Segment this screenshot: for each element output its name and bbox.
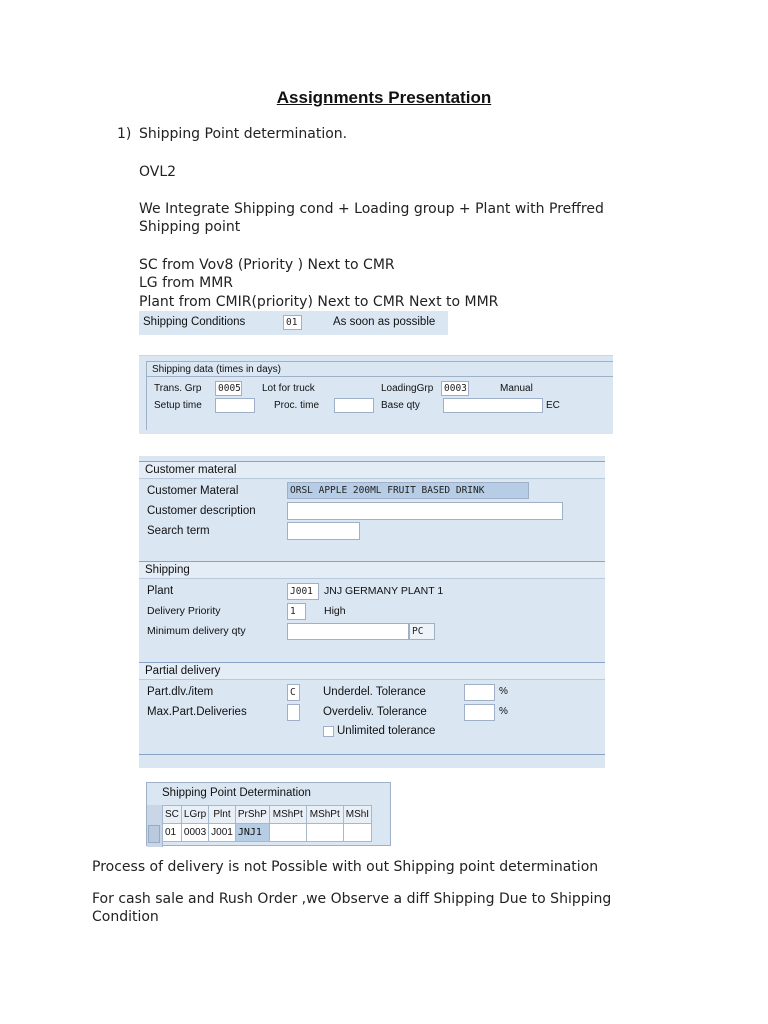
overdeliv-tolerance-field[interactable]: [464, 704, 495, 721]
plant-field[interactable]: J001: [287, 583, 319, 600]
col-mshi[interactable]: MShI: [343, 806, 371, 824]
max-part-deliveries-field[interactable]: [287, 704, 300, 721]
partial-delivery-header: Partial delivery: [139, 662, 605, 680]
underdel-percent: %: [499, 686, 508, 697]
cell-sc[interactable]: 01: [163, 824, 182, 842]
customer-description-field[interactable]: [287, 502, 563, 520]
base-qty-unit: EC: [546, 400, 560, 411]
unlimited-tolerance-checkbox[interactable]: [323, 726, 334, 737]
delivery-priority-field[interactable]: 1: [287, 603, 306, 620]
spd-header-row: [163, 806, 372, 824]
trans-grp-desc: Lot for truck: [262, 383, 315, 394]
cell-lgrp[interactable]: 0003: [181, 824, 208, 842]
integrate-line-1: We Integrate Shipping cond + Loading group + Plant with Preffred: [139, 201, 604, 217]
conclusion-line-2: For cash sale and Rush Order ,we Observe a diff Shipping Due to Shipping: [92, 891, 612, 907]
customer-material-field[interactable]: ORSL APPLE 200ML FRUIT BASED DRINK: [287, 482, 529, 499]
col-mshpt-1[interactable]: MShPt: [269, 806, 306, 824]
unlimited-tolerance-label: Unlimited tolerance: [337, 725, 436, 737]
delivery-priority-label: Delivery Priority: [147, 605, 221, 617]
delivery-priority-desc: High: [324, 605, 346, 617]
overdeliv-percent: %: [499, 706, 508, 717]
part-dlv-item-field[interactable]: C: [287, 684, 300, 701]
part-dlv-item-label: Part.dlv./item: [147, 686, 214, 698]
transaction-code: OVL2: [139, 164, 177, 180]
min-delivery-qty-field[interactable]: [287, 623, 409, 640]
customer-material-label: Customer Materal: [147, 485, 239, 497]
cell-plnt[interactable]: J001: [209, 824, 236, 842]
proc-time-field[interactable]: [334, 398, 374, 413]
underdel-tolerance-field[interactable]: [464, 684, 495, 701]
spd-table-title: Shipping Point Determination: [162, 787, 311, 799]
col-mshpt-2[interactable]: MShPt: [306, 806, 343, 824]
shipping-data-header: Shipping data (times in days): [152, 364, 281, 375]
source-line-plant: Plant from CMIR(priority) Next to CMR Next to MMR: [139, 294, 499, 310]
max-part-deliveries-label: Max.Part.Deliveries: [147, 706, 247, 718]
min-delivery-qty-unit: PC: [409, 623, 435, 640]
list-item-text: Shipping Point determination.: [139, 126, 348, 142]
plant-desc: JNJ GERMANY PLANT 1: [324, 585, 444, 597]
cell-mshpt-2[interactable]: [306, 824, 343, 842]
search-term-label: Search term: [147, 525, 210, 537]
shipping-header: Shipping: [139, 561, 605, 579]
col-prshp[interactable]: PrShP: [235, 806, 269, 824]
section-divider: [139, 754, 605, 755]
spd-table-panel: [146, 782, 391, 846]
list-number: 1): [117, 126, 132, 142]
min-delivery-qty-label: Minimum delivery qty: [147, 625, 246, 637]
col-lgrp[interactable]: LGrp: [181, 806, 208, 824]
plant-label: Plant: [147, 585, 174, 597]
base-qty-field[interactable]: [443, 398, 543, 413]
underdel-tolerance-label: Underdel. Tolerance: [323, 686, 426, 698]
shipping-conditions-desc: As soon as possible: [333, 316, 436, 328]
table-row: [163, 824, 372, 842]
integrate-line-2: Shipping point: [139, 219, 241, 235]
row-selector[interactable]: [148, 825, 160, 843]
conclusion-line-3: Condition: [92, 909, 159, 925]
overdeliv-tolerance-label: Overdeliv. Tolerance: [323, 706, 427, 718]
col-sc[interactable]: SC: [163, 806, 182, 824]
cell-prshp[interactable]: JNJ1: [235, 824, 269, 842]
col-plnt[interactable]: Plnt: [209, 806, 236, 824]
conclusion-line-1: Process of delivery is not Possible with out Shipping point determination: [92, 859, 599, 875]
loading-grp-desc: Manual: [500, 383, 533, 394]
base-qty-label: Base qty: [381, 400, 420, 411]
trans-grp-field[interactable]: 0005: [215, 381, 242, 396]
customer-description-label: Customer description: [147, 505, 256, 517]
shipping-conditions-field[interactable]: 01: [283, 315, 302, 330]
customer-material-header: Customer materal: [139, 461, 605, 479]
material-info-panel: [139, 456, 605, 768]
source-line-lg: LG from MMR: [139, 275, 234, 291]
shipping-data-divider: [147, 376, 613, 377]
shipping-data-panel: [139, 355, 613, 434]
source-line-sc: SC from Vov8 (Priority ) Next to CMR: [139, 257, 395, 273]
trans-grp-label: Trans. Grp: [154, 383, 202, 394]
loading-grp-field[interactable]: 0003: [441, 381, 469, 396]
loading-grp-label: LoadingGrp: [381, 383, 434, 394]
shipping-conditions-panel: [139, 311, 448, 335]
proc-time-label: Proc. time: [274, 400, 320, 411]
setup-time-label: Setup time: [154, 400, 202, 411]
setup-time-field[interactable]: [215, 398, 255, 413]
cell-mshpt-1[interactable]: [269, 824, 306, 842]
page-title: Assignments Presentation: [276, 88, 492, 107]
search-term-field[interactable]: [287, 522, 360, 540]
shipping-conditions-label: Shipping Conditions: [143, 316, 246, 328]
cell-mshi[interactable]: [343, 824, 371, 842]
spd-table: [162, 805, 372, 842]
